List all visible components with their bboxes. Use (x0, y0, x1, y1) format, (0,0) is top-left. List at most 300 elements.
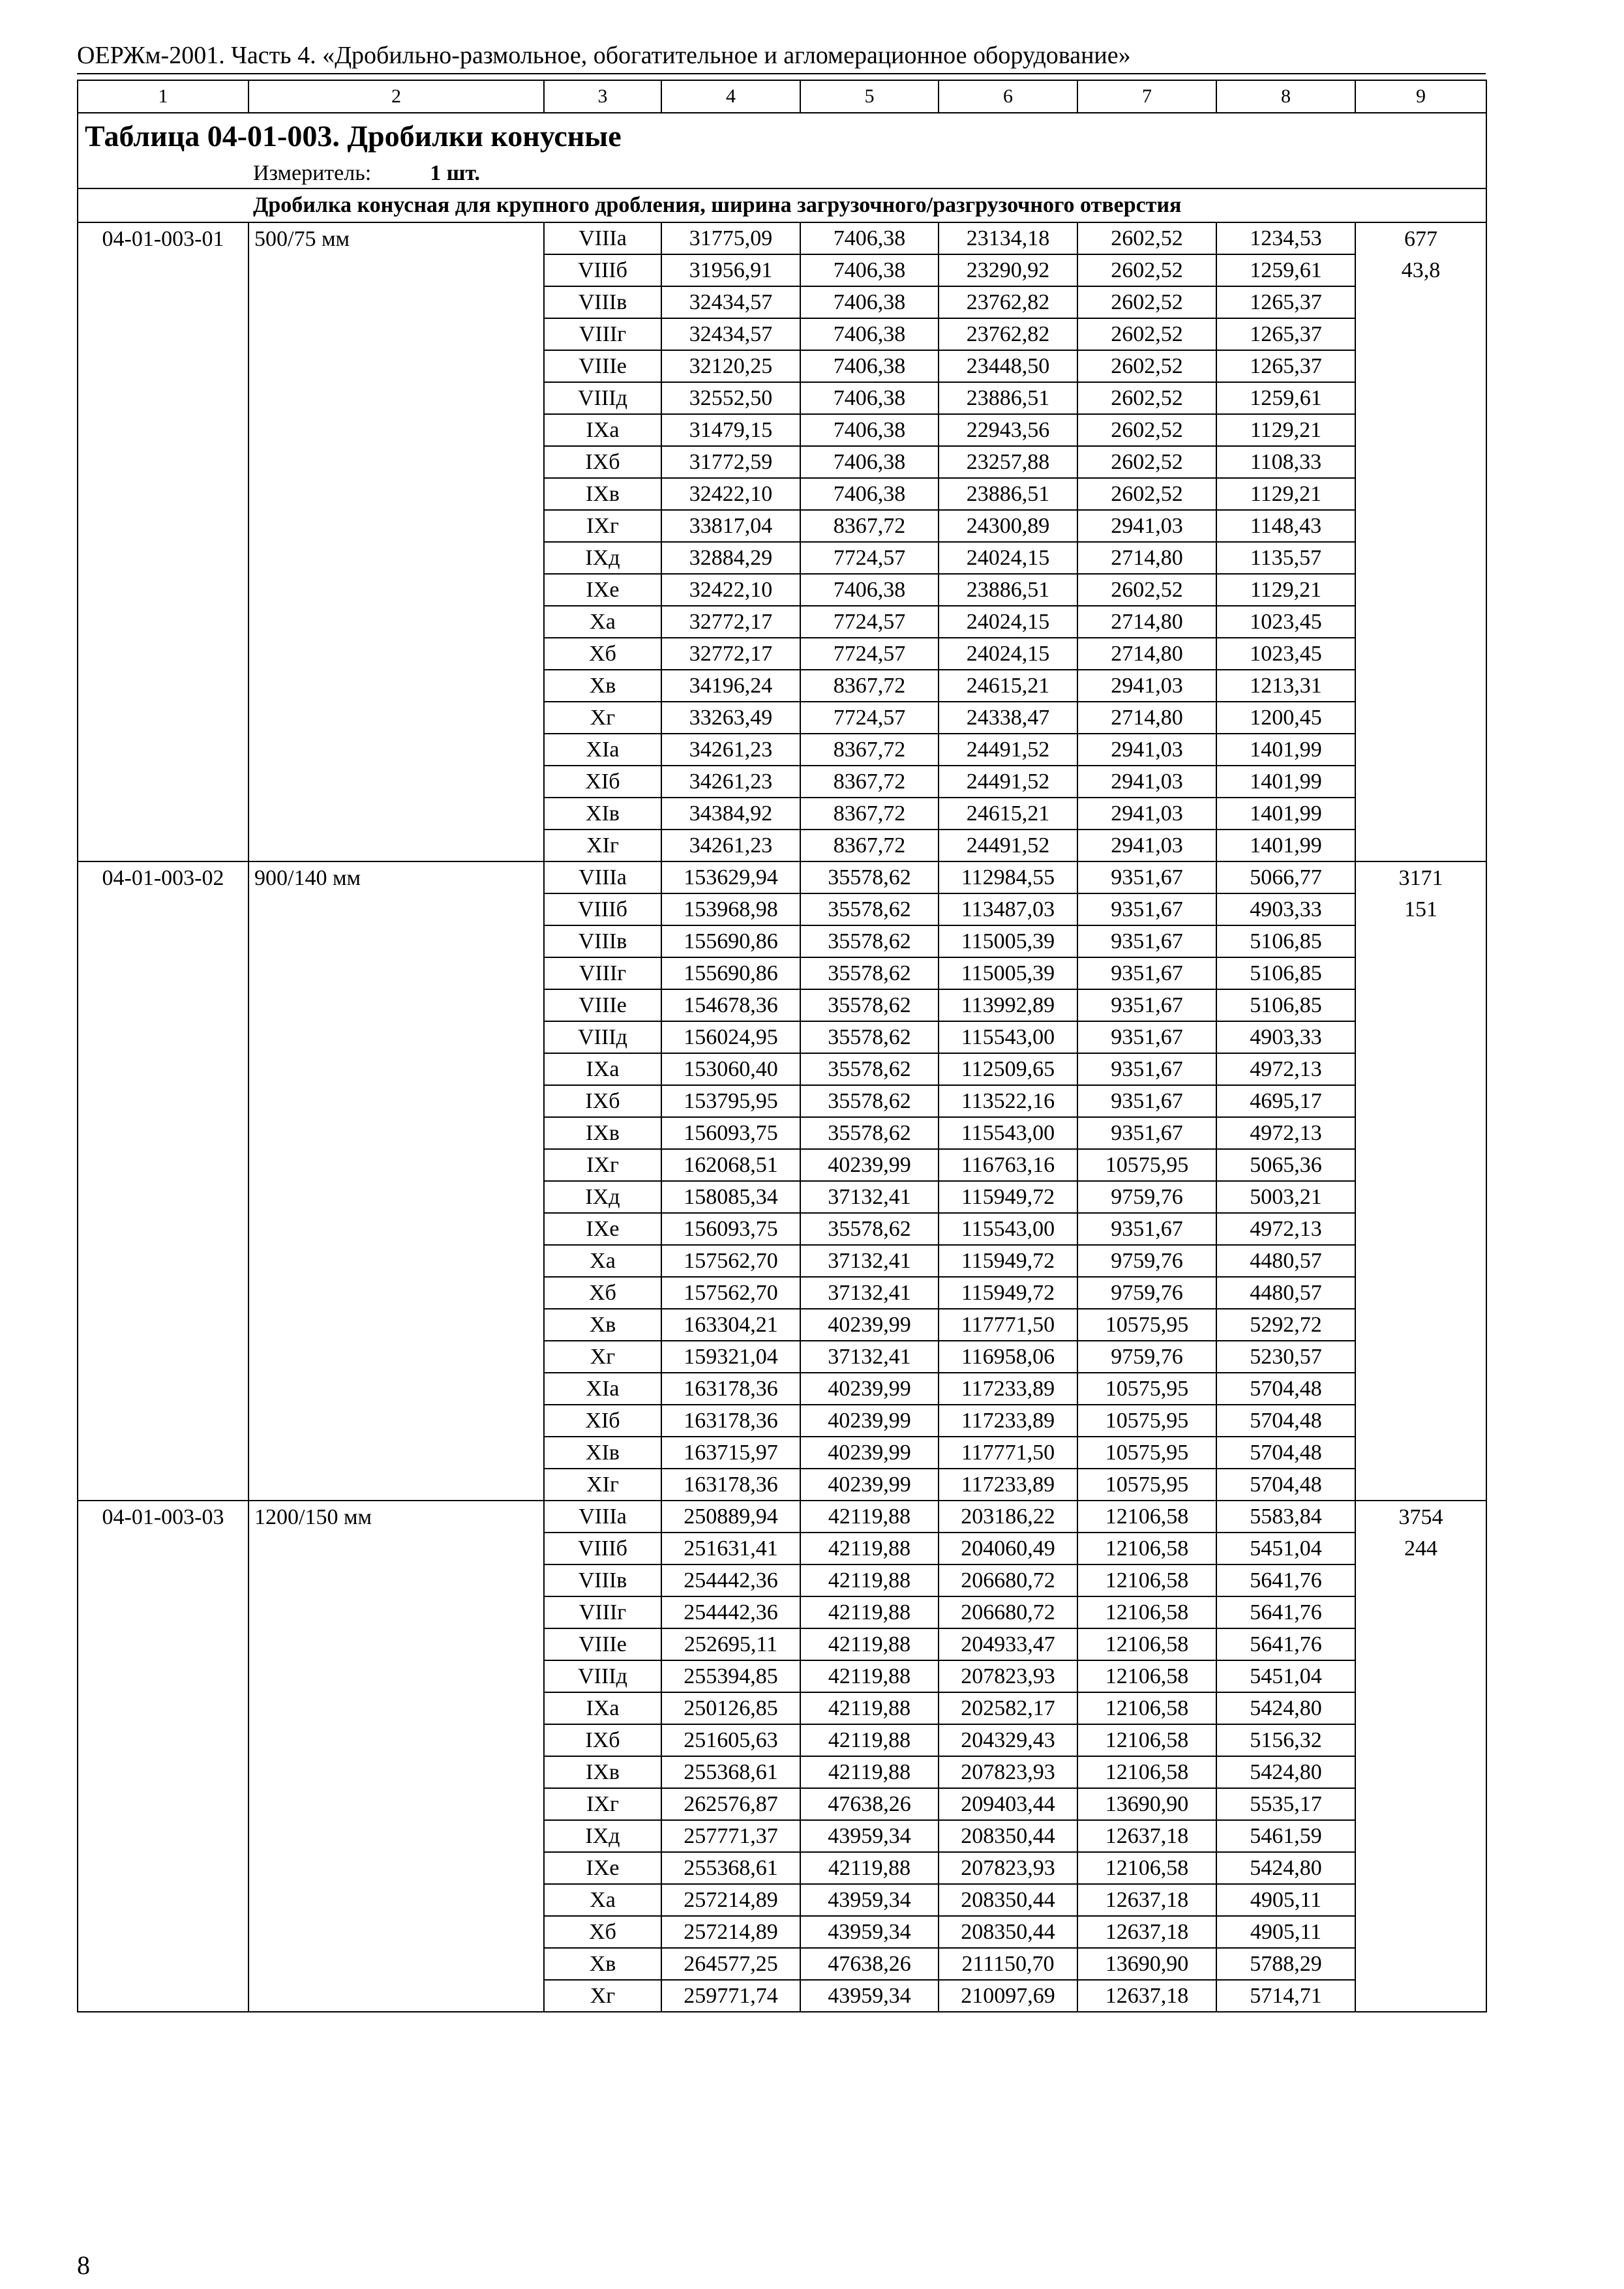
row-name (248, 1277, 544, 1309)
row-col9 (1355, 350, 1486, 382)
row-value: 43959,34 (800, 1916, 939, 1948)
table-row (78, 1724, 1486, 1756)
row-value: 5156,32 (1216, 1724, 1355, 1756)
row-value: 32772,17 (661, 638, 800, 670)
row-value: 12106,58 (1077, 1756, 1216, 1788)
row-col9 (1355, 1021, 1486, 1053)
row-zone: IXд (544, 1820, 661, 1852)
table-row (78, 989, 1486, 1021)
row-col9 (1355, 766, 1486, 798)
row-zone: VIIIб (544, 254, 661, 286)
row-col9 (1355, 1373, 1486, 1405)
row-col9 (1355, 1469, 1486, 1501)
row-zone: IXе (544, 1852, 661, 1884)
row-col9 (1355, 1309, 1486, 1341)
row-value: 40239,99 (800, 1373, 939, 1405)
row-zone: Xг (544, 702, 661, 734)
row-code (78, 542, 248, 574)
row-value: 162068,51 (661, 1149, 800, 1181)
row-value: 8367,72 (800, 510, 939, 542)
row-value: 40239,99 (800, 1149, 939, 1181)
row-name (248, 1373, 544, 1405)
row-code (78, 1756, 248, 1788)
row-zone: VIIIд (544, 1660, 661, 1692)
row-value: 159321,04 (661, 1341, 800, 1373)
row-value: 24615,21 (939, 798, 1077, 830)
row-value: 1135,57 (1216, 542, 1355, 574)
row-value: 35578,62 (800, 1085, 939, 1117)
row-value: 155690,86 (661, 925, 800, 957)
row-name (248, 798, 544, 830)
table-row (78, 1533, 1486, 1564)
row-value: 31775,09 (661, 222, 800, 254)
row-zone: VIIIе (544, 1628, 661, 1660)
row-value: 4972,13 (1216, 1213, 1355, 1245)
row-value: 2602,52 (1077, 446, 1216, 478)
row-zone: VIIIе (544, 989, 661, 1021)
row-value: 9351,67 (1077, 861, 1216, 893)
row-col9 (1355, 318, 1486, 350)
column-number: 6 (939, 80, 1077, 113)
row-value: 24300,89 (939, 510, 1077, 542)
row-name (248, 702, 544, 734)
row-col9 (1355, 1724, 1486, 1756)
row-value: 1401,99 (1216, 766, 1355, 798)
table-row (78, 1085, 1486, 1117)
row-value: 32120,25 (661, 350, 800, 382)
row-code (78, 1149, 248, 1181)
row-code (78, 1724, 248, 1756)
row-zone: Xв (544, 1948, 661, 1980)
row-value: 9759,76 (1077, 1245, 1216, 1277)
row-zone: XIв (544, 798, 661, 830)
row-code (78, 1788, 248, 1820)
row-code (78, 286, 248, 318)
row-value: 1213,31 (1216, 670, 1355, 702)
row-value: 1265,37 (1216, 286, 1355, 318)
row-name (248, 254, 544, 286)
row-code (78, 1980, 248, 2012)
row-col9 (1355, 1181, 1486, 1213)
row-value: 42119,88 (800, 1501, 939, 1533)
row-value: 208350,44 (939, 1820, 1077, 1852)
row-value: 158085,34 (661, 1181, 800, 1213)
row-value: 34261,23 (661, 830, 800, 861)
row-value: 5106,85 (1216, 925, 1355, 957)
row-col9 (1355, 542, 1486, 574)
table-row (78, 861, 1486, 893)
row-name: 1200/150 мм (248, 1501, 544, 1533)
row-zone: VIIIе (544, 350, 661, 382)
row-code (78, 1564, 248, 1596)
row-zone: XIв (544, 1437, 661, 1469)
row-value: 5451,04 (1216, 1660, 1355, 1692)
row-code (78, 830, 248, 861)
row-col9 (1355, 446, 1486, 478)
row-value: 4903,33 (1216, 1021, 1355, 1053)
row-code (78, 1692, 248, 1724)
row-value: 2602,52 (1077, 414, 1216, 446)
row-name (248, 382, 544, 414)
row-zone: IXб (544, 1085, 661, 1117)
table-row (78, 542, 1486, 574)
row-name (248, 1564, 544, 1596)
row-value: 7406,38 (800, 574, 939, 606)
row-value: 12637,18 (1077, 1980, 1216, 2012)
row-col9 (1355, 478, 1486, 510)
table-row (78, 1916, 1486, 1948)
row-value: 157562,70 (661, 1277, 800, 1309)
table-row (78, 1021, 1486, 1053)
row-code (78, 1373, 248, 1405)
row-value: 211150,70 (939, 1948, 1077, 1980)
row-value: 156024,95 (661, 1021, 800, 1053)
row-zone: VIIIв (544, 286, 661, 318)
row-code (78, 318, 248, 350)
row-zone: IXб (544, 1724, 661, 1756)
row-value: 24491,52 (939, 766, 1077, 798)
row-col9 (1355, 1564, 1486, 1596)
row-value: 35578,62 (800, 1117, 939, 1149)
row-value: 4480,57 (1216, 1245, 1355, 1277)
table-row (78, 1405, 1486, 1437)
row-name: 900/140 мм (248, 861, 544, 893)
table-row (78, 670, 1486, 702)
column-number: 5 (800, 80, 939, 113)
row-col9 (1355, 957, 1486, 989)
row-col9 (1355, 1660, 1486, 1692)
row-value: 7724,57 (800, 702, 939, 734)
row-value: 47638,26 (800, 1788, 939, 1820)
table-title-row (78, 113, 1486, 159)
row-value: 115005,39 (939, 925, 1077, 957)
row-code (78, 1628, 248, 1660)
row-value: 5788,29 (1216, 1948, 1355, 1980)
row-value: 204060,49 (939, 1533, 1077, 1564)
row-name (248, 1788, 544, 1820)
row-name (248, 1756, 544, 1788)
row-col9 (1355, 798, 1486, 830)
row-name (248, 1948, 544, 1980)
row-value: 2602,52 (1077, 574, 1216, 606)
row-value: 7406,38 (800, 286, 939, 318)
row-value: 12106,58 (1077, 1533, 1216, 1564)
row-value: 2714,80 (1077, 606, 1216, 638)
row-code (78, 957, 248, 989)
row-value: 32884,29 (661, 542, 800, 574)
row-col9: 43,8 (1355, 254, 1486, 286)
row-name (248, 1596, 544, 1628)
row-value: 1108,33 (1216, 446, 1355, 478)
row-value: 203186,22 (939, 1501, 1077, 1533)
row-value: 42119,88 (800, 1692, 939, 1724)
row-name (248, 1117, 544, 1149)
row-name (248, 1437, 544, 1469)
row-value: 8367,72 (800, 766, 939, 798)
page-number: 8 (77, 2251, 90, 2280)
row-zone: XIб (544, 1405, 661, 1437)
row-value: 9351,67 (1077, 1053, 1216, 1085)
row-zone: VIIIб (544, 1533, 661, 1564)
row-value: 262576,87 (661, 1788, 800, 1820)
row-value: 23290,92 (939, 254, 1077, 286)
row-value: 9759,76 (1077, 1341, 1216, 1373)
row-value: 32434,57 (661, 318, 800, 350)
table-row (78, 1117, 1486, 1149)
row-value: 9351,67 (1077, 893, 1216, 925)
row-code (78, 1469, 248, 1501)
unit-value: 1 шт. (430, 161, 481, 185)
row-zone: VIIIв (544, 925, 661, 957)
row-col9 (1355, 1596, 1486, 1628)
row-zone: IXа (544, 414, 661, 446)
row-value: 8367,72 (800, 734, 939, 766)
row-code (78, 1596, 248, 1628)
row-zone: IXг (544, 1149, 661, 1181)
column-number: 2 (248, 80, 544, 113)
row-code: 04-01-003-02 (78, 861, 248, 893)
row-value: 1129,21 (1216, 574, 1355, 606)
row-value: 4972,13 (1216, 1053, 1355, 1085)
row-code (78, 1277, 248, 1309)
row-value: 163304,21 (661, 1309, 800, 1341)
table-title: Таблица 04-01-003. Дробилки конусные (78, 113, 1486, 159)
row-value: 7406,38 (800, 350, 939, 382)
row-name (248, 1213, 544, 1245)
row-name (248, 1053, 544, 1085)
row-value: 2602,52 (1077, 318, 1216, 350)
page-header: ОЕРЖм-2001. Часть 4. «Дробильно-размольное, обогатительное и агломерационное оборудование» (77, 42, 1131, 69)
row-value: 35578,62 (800, 957, 939, 989)
row-name (248, 1149, 544, 1181)
row-value: 153795,95 (661, 1085, 800, 1117)
row-value: 2941,03 (1077, 670, 1216, 702)
row-value: 1129,21 (1216, 414, 1355, 446)
row-col9 (1355, 382, 1486, 414)
row-value: 8367,72 (800, 670, 939, 702)
row-col9 (1355, 1820, 1486, 1852)
row-zone: IXб (544, 446, 661, 478)
row-value: 5461,59 (1216, 1820, 1355, 1852)
row-name (248, 478, 544, 510)
row-value: 31956,91 (661, 254, 800, 286)
row-name (248, 1820, 544, 1852)
row-value: 2714,80 (1077, 638, 1216, 670)
row-value: 5641,76 (1216, 1596, 1355, 1628)
row-zone: IXе (544, 1213, 661, 1245)
row-value: 34384,92 (661, 798, 800, 830)
row-value: 5641,76 (1216, 1628, 1355, 1660)
row-value: 10575,95 (1077, 1309, 1216, 1341)
row-value: 32552,50 (661, 382, 800, 414)
row-value: 32422,10 (661, 574, 800, 606)
table-row (78, 1788, 1486, 1820)
row-name (248, 1085, 544, 1117)
table-row (78, 254, 1486, 286)
row-value: 113992,89 (939, 989, 1077, 1021)
row-name (248, 989, 544, 1021)
row-name (248, 1021, 544, 1053)
row-value: 7724,57 (800, 542, 939, 574)
row-value: 153629,94 (661, 861, 800, 893)
row-value: 12106,58 (1077, 1628, 1216, 1660)
row-value: 1234,53 (1216, 222, 1355, 254)
row-code (78, 766, 248, 798)
row-col9 (1355, 1213, 1486, 1245)
row-value: 35578,62 (800, 1021, 939, 1053)
row-col9 (1355, 1884, 1486, 1916)
row-value: 22943,56 (939, 414, 1077, 446)
section-title: Дробилка конусная для крупного дробления, ширина загрузочного/разгрузочного отверстия (78, 188, 1486, 222)
row-value: 208350,44 (939, 1916, 1077, 1948)
row-value: 9351,67 (1077, 1213, 1216, 1245)
row-value: 35578,62 (800, 861, 939, 893)
row-value: 5641,76 (1216, 1564, 1355, 1596)
row-zone: VIIIа (544, 1501, 661, 1533)
row-value: 257214,89 (661, 1884, 800, 1916)
row-value: 43959,34 (800, 1980, 939, 2012)
row-value: 7406,38 (800, 254, 939, 286)
row-value: 153968,98 (661, 893, 800, 925)
section-title-row (78, 188, 1486, 222)
table-row (78, 222, 1486, 254)
row-value: 23886,51 (939, 478, 1077, 510)
rates-table (77, 80, 1487, 2012)
table-row (78, 318, 1486, 350)
row-name (248, 1181, 544, 1213)
row-value: 1200,45 (1216, 702, 1355, 734)
row-code (78, 478, 248, 510)
row-value: 2602,52 (1077, 382, 1216, 414)
table-row (78, 1756, 1486, 1788)
row-value: 254442,36 (661, 1564, 800, 1596)
row-code (78, 1660, 248, 1692)
row-value: 12106,58 (1077, 1501, 1216, 1533)
row-name (248, 574, 544, 606)
row-value: 2941,03 (1077, 734, 1216, 766)
row-value: 1265,37 (1216, 318, 1355, 350)
row-code (78, 574, 248, 606)
row-value: 264577,25 (661, 1948, 800, 1980)
row-zone: Xг (544, 1980, 661, 2012)
row-value: 163715,97 (661, 1437, 800, 1469)
row-name (248, 446, 544, 478)
row-col9 (1355, 1405, 1486, 1437)
row-value: 113522,16 (939, 1085, 1077, 1117)
row-value: 254442,36 (661, 1596, 800, 1628)
row-zone: VIIIг (544, 957, 661, 989)
row-zone: VIIIа (544, 861, 661, 893)
row-col9 (1355, 638, 1486, 670)
row-value: 12106,58 (1077, 1724, 1216, 1756)
row-value: 37132,41 (800, 1245, 939, 1277)
row-value: 2941,03 (1077, 798, 1216, 830)
row-value: 2602,52 (1077, 478, 1216, 510)
table-row (78, 1277, 1486, 1309)
table-row (78, 1181, 1486, 1213)
row-value: 1148,43 (1216, 510, 1355, 542)
column-numbers-row (78, 80, 1486, 113)
row-value: 4972,13 (1216, 1117, 1355, 1149)
row-value: 113487,03 (939, 893, 1077, 925)
row-value: 5704,48 (1216, 1405, 1355, 1437)
table-row (78, 1309, 1486, 1341)
row-value: 5424,80 (1216, 1692, 1355, 1724)
row-value: 208350,44 (939, 1884, 1077, 1916)
column-number: 1 (78, 80, 248, 113)
row-value: 5003,21 (1216, 1181, 1355, 1213)
row-value: 42119,88 (800, 1533, 939, 1564)
row-code (78, 798, 248, 830)
row-value: 207823,93 (939, 1852, 1077, 1884)
row-value: 157562,70 (661, 1245, 800, 1277)
row-value: 251631,41 (661, 1533, 800, 1564)
row-value: 23886,51 (939, 574, 1077, 606)
row-value: 7406,38 (800, 222, 939, 254)
row-value: 9759,76 (1077, 1181, 1216, 1213)
row-code (78, 638, 248, 670)
row-value: 8367,72 (800, 830, 939, 861)
row-col9 (1355, 1628, 1486, 1660)
table-row (78, 1053, 1486, 1085)
row-value: 2714,80 (1077, 702, 1216, 734)
table-row (78, 1213, 1486, 1245)
row-value: 12106,58 (1077, 1564, 1216, 1596)
row-value: 42119,88 (800, 1852, 939, 1884)
row-value: 5451,04 (1216, 1533, 1355, 1564)
row-name (248, 1884, 544, 1916)
row-code (78, 1405, 248, 1437)
row-zone: VIIIв (544, 1564, 661, 1596)
row-value: 34261,23 (661, 734, 800, 766)
row-code (78, 606, 248, 638)
table-row (78, 1373, 1486, 1405)
row-value: 24024,15 (939, 606, 1077, 638)
row-value: 156093,75 (661, 1117, 800, 1149)
row-value: 40239,99 (800, 1309, 939, 1341)
row-value: 5106,85 (1216, 989, 1355, 1021)
row-code: 04-01-003-03 (78, 1501, 248, 1533)
row-value: 24491,52 (939, 830, 1077, 861)
row-col9 (1355, 702, 1486, 734)
row-col9 (1355, 1277, 1486, 1309)
row-zone: IXд (544, 1181, 661, 1213)
row-code (78, 989, 248, 1021)
row-name (248, 638, 544, 670)
row-value: 209403,44 (939, 1788, 1077, 1820)
row-zone: Xа (544, 1884, 661, 1916)
row-col9 (1355, 1437, 1486, 1469)
row-value: 32434,57 (661, 286, 800, 318)
row-col9: 3171 (1355, 861, 1486, 893)
row-value: 31479,15 (661, 414, 800, 446)
row-value: 117233,89 (939, 1405, 1077, 1437)
row-col9: 244 (1355, 1533, 1486, 1564)
row-value: 23886,51 (939, 382, 1077, 414)
row-name (248, 1309, 544, 1341)
row-name (248, 1628, 544, 1660)
row-value: 112984,55 (939, 861, 1077, 893)
row-value: 10575,95 (1077, 1149, 1216, 1181)
row-value: 4903,33 (1216, 893, 1355, 925)
table-row (78, 702, 1486, 734)
row-name (248, 830, 544, 861)
table-row (78, 1852, 1486, 1884)
row-code (78, 1053, 248, 1085)
row-value: 2602,52 (1077, 286, 1216, 318)
row-name (248, 1469, 544, 1501)
table-row (78, 1980, 1486, 2012)
